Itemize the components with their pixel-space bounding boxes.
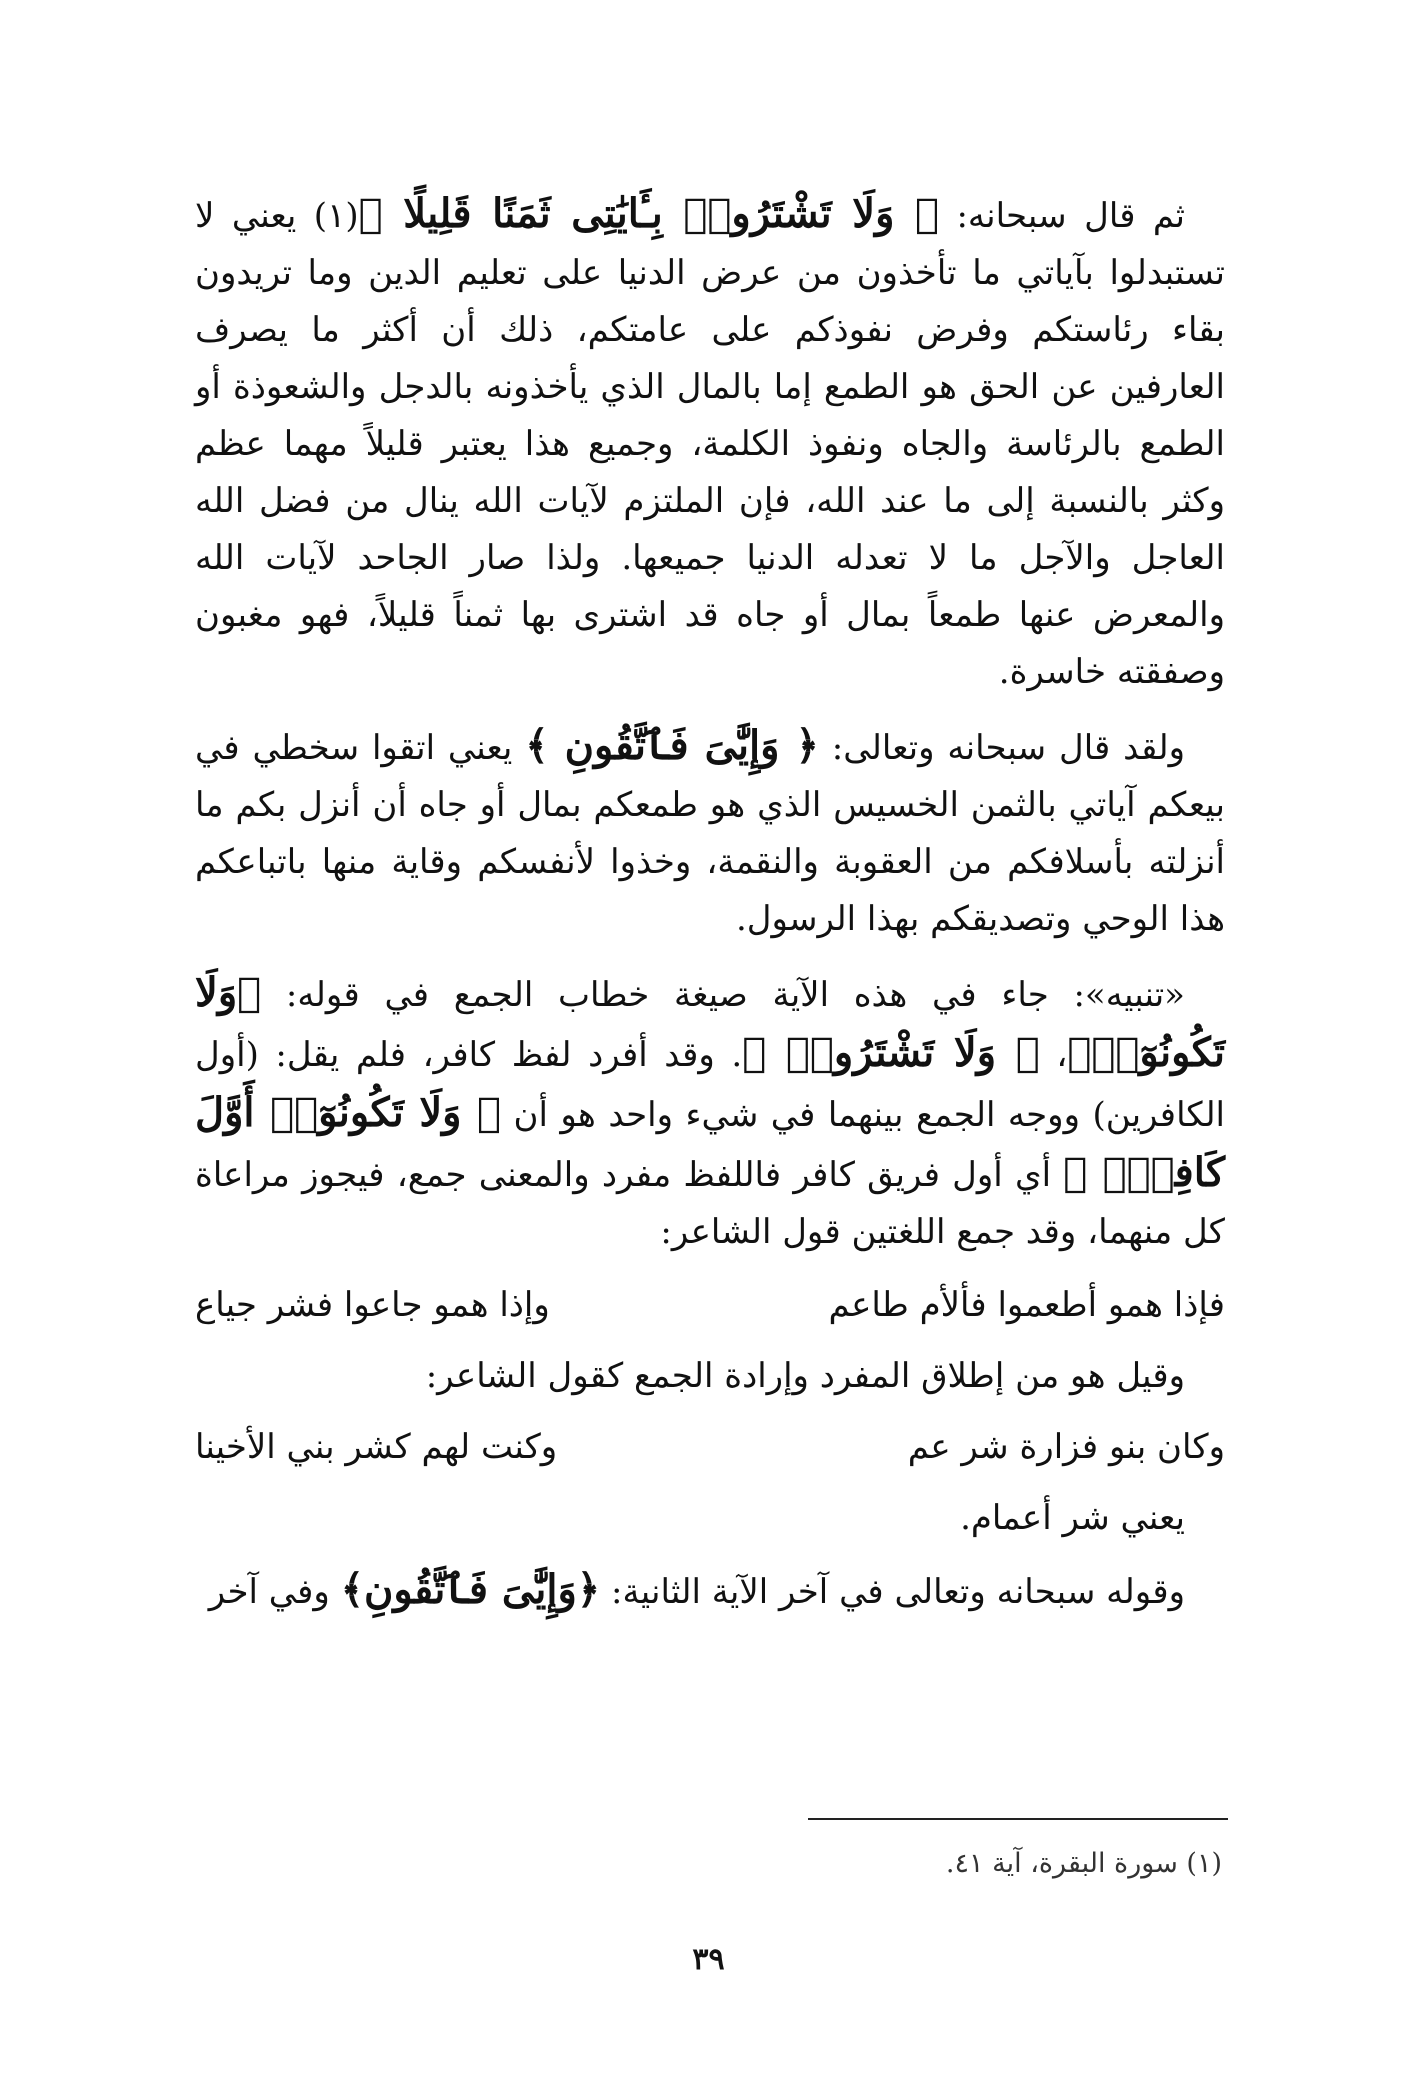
paragraph-1-body: (١) يعني لا تستبدلوا بآياتي ما تأخذون من عرض الدنيا على تعليم الدين وما تريدون بقاء رئاستكم وفرض نفوذكم على عامتكم، ذلك أن أكثر ما يصرف العارفين عن الحق هو الطمع إما بالمال الذي يأخذونه بالدجل والشعوذة أو الطمع بالرئاسة والجاه ونفوذ الكلمة، وجميع هذا يعتبر قليلاً مهما عظم وكثر بالنسبة إلى ما عند الله، فإن الملتزم لآيات الله ينال من فضل الله العاجل والآجل ما لا تعدله الدنيا جميعها. ولذا صار الجاحد لآيات الله والمعرض عنها طمعاً بمال أو جاه قد اشترى بها ثمناً قليلاً، فهو مغبون وصفقته خاسرة. [195, 196, 1225, 692]
verse-1-second-hemistich: وإذا همو جاعوا فشر جياع [195, 1285, 550, 1325]
paragraph-2-body: يعني اتقوا سخطي في بيعكم آياتي بالثمن الخسيس الذي هو طمعكم بمال أو جاه أن أنزل بكم ما أنزلته بأسلافكم من العقوبة والنقمة، وخذوا لأنفسكم وقاية منها باتباعكم هذا الوحي وتصديقكم بهذا الرسول. [195, 728, 1225, 939]
footnote: (١) سورة البقرة، آية ٤١. [945, 1848, 1222, 1879]
quran-verse-5: ﴿ وَلَا تَكُونُوٓا۟ أَوَّلَ كَافِرٍۭ ﴾ [195, 1089, 1225, 1196]
page-number: ٣٩ [692, 1942, 725, 1977]
paragraph-1-intro: ثم قال سبحانه: [938, 196, 1186, 236]
paragraph-2 [195, 717, 1225, 948]
last-paragraph-end: وفي آخر [208, 1572, 341, 1612]
quran-verse-6: ﴿وَإِيَّٰىَ فَٱتَّقُونِ﴾ [340, 1566, 601, 1613]
paragraph-1 [195, 185, 1225, 701]
quran-verse-3: ﴿وَلَا تَكُونُوٓا۟﴾ [195, 969, 1226, 1076]
quran-verse-4: ﴿ وَلَا تَشْتَرُوا۟ ﴾ [742, 1029, 1040, 1076]
quran-verse-1: ﴿ وَلَا تَشْتَرُوا۟ بِـَٔايَٰتِى ثَمَنًا قَلِيلًا ﴾ [358, 190, 939, 237]
paragraph-2-intro: ولقد قال سبحانه وتعالى: [818, 728, 1185, 768]
verse-1-first-hemistich: فإذا همو أطعموا فألأم طاعم [828, 1285, 1225, 1325]
tanbih-part-4: أي أول فريق كافر فاللفظ مفرد والمعنى جمع، فيجوز مراعاة كل منهما، وقد جمع اللغتين قول الشاعر: [195, 1155, 1225, 1252]
tanbih-part-3: . وقد أفرد لفظ كافر، فلم يقل: (أول الكافرين) ووجه الجمع بينهما في شيء واحد هو أن [195, 1035, 1226, 1135]
body-text [195, 185, 1225, 1637]
poetry-verse-1 [195, 1277, 1225, 1334]
last-paragraph [195, 1561, 1225, 1621]
verse-2-first-hemistich: وكان بنو فزارة شر عم [907, 1427, 1225, 1467]
verse-2-second-hemistich: وكنت لهم كشر بني الأخينا [195, 1427, 558, 1467]
quran-verse-2: ﴿ وَإِيَّٰىَ فَٱتَّقُونِ ﴾ [525, 722, 819, 769]
footnote-separator [808, 1818, 1228, 1820]
poetry-verse-2 [195, 1419, 1225, 1476]
tanbih-part-2: ، [1039, 1035, 1068, 1075]
tanbih-paragraph [195, 964, 1225, 1261]
after-verse-line: يعني شر أعمام. [960, 1498, 1185, 1538]
middle-line: وقيل هو من إطلاق المفرد وإرادة الجمع كقول الشاعر: [425, 1356, 1185, 1396]
last-paragraph-intro: وقوله سبحانه وتعالى في آخر الآية الثانية: [600, 1572, 1185, 1612]
tanbih-part-1: «تنبيه»: جاء في هذه الآية صيغة خطاب الجمع في قوله: [261, 975, 1185, 1015]
